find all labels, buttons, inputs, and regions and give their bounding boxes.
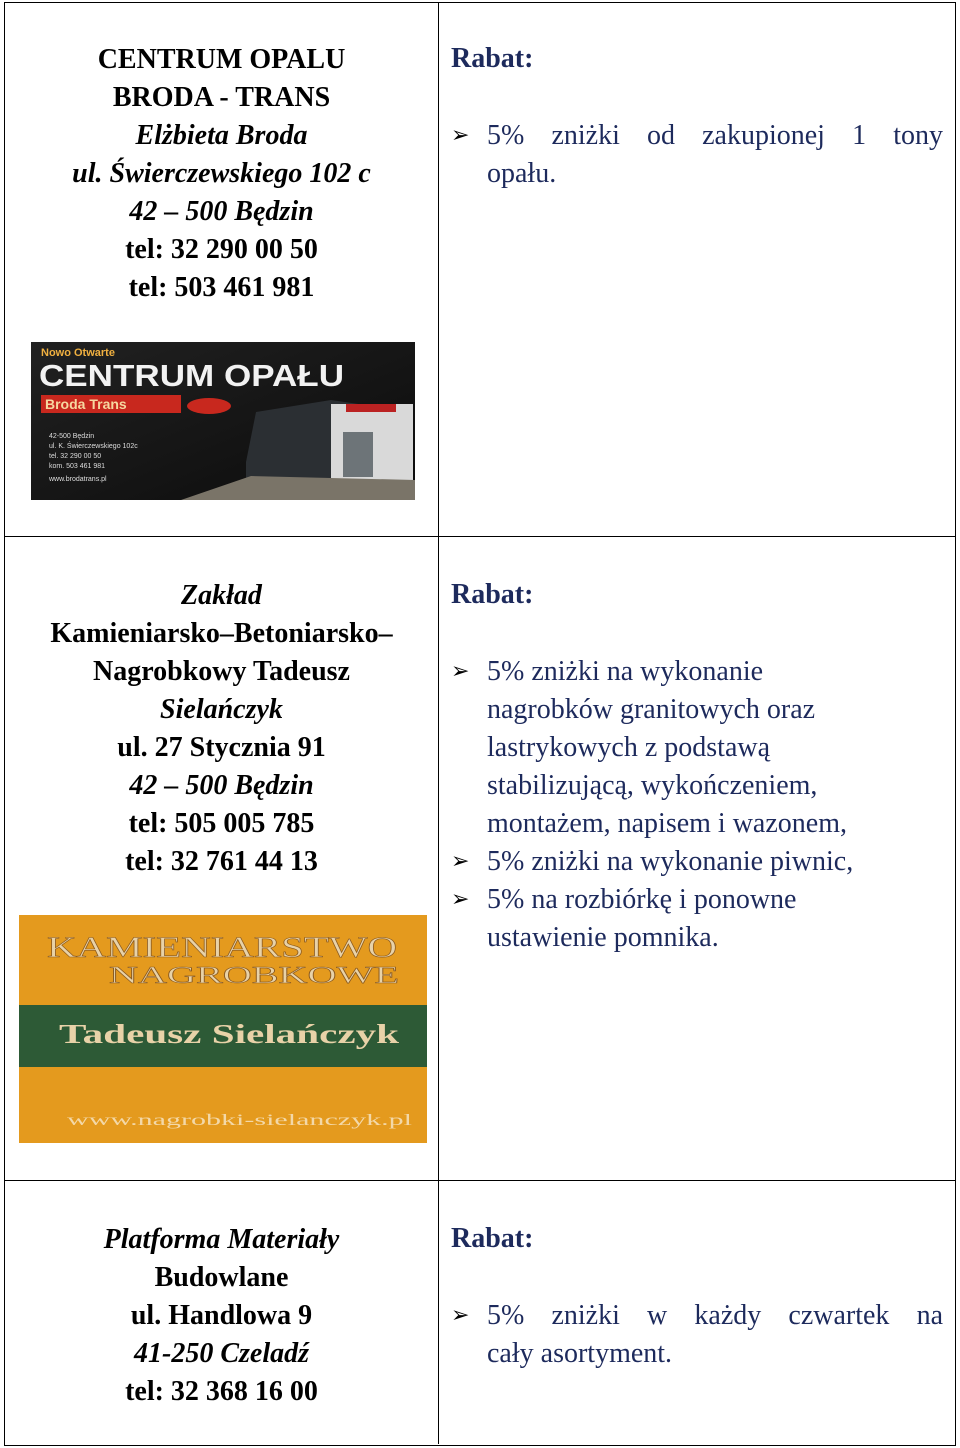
list-item: [451, 843, 943, 881]
street-address: ul. Świerczewskiego 102 c: [72, 158, 371, 189]
company-name-line: Budowlane: [154, 1262, 289, 1293]
discount-text: montażem, napisem i wazonem,: [487, 808, 847, 839]
arrow-bullet-icon: ➢: [451, 123, 470, 148]
company-name-line: Kamieniarsko–Betoniarsko–: [50, 618, 393, 649]
phone-line: tel: 32 368 16 00: [125, 1376, 318, 1407]
phone-line: tel: 505 005 785: [128, 808, 315, 839]
table-row-sielanczyk: [5, 537, 955, 1181]
discount-text: cały asortyment.: [487, 1338, 673, 1369]
logo-info-line: kom. 503 461 981: [49, 463, 106, 470]
discount-text: ustawienie pomnika.: [487, 922, 719, 953]
phone-line: tel: 32 761 44 13: [125, 846, 318, 877]
arrow-bullet-icon: ➢: [451, 1303, 470, 1328]
list-item: [451, 117, 943, 193]
logo-info-line: www.brodatrans.pl: [49, 476, 107, 483]
discount-text: lastrykowych z podstawą: [487, 732, 771, 763]
kamieniarstwo-logo: [19, 915, 427, 1143]
arrow-bullet-icon: ➢: [451, 887, 470, 912]
logo-info-line: ul. K. Świerczewskiego 102c: [49, 443, 138, 450]
list-item: [451, 1297, 943, 1373]
logo-name: Tadeusz Sielańczyk: [59, 1019, 399, 1049]
phone-line: tel: 503 461 981: [128, 272, 315, 303]
logo-brand: Broda Trans: [45, 396, 127, 412]
rabat-label: Rabat:: [451, 579, 534, 610]
centrum-opalu-logo: [31, 342, 415, 500]
company-name-line: Platforma Materiały: [103, 1224, 340, 1255]
owner-name: Elżbieta Broda: [135, 120, 308, 151]
company-name-line: Nagrobkowy Tadeusz: [92, 656, 350, 687]
logo-info-line: 42-500 Będzin: [49, 433, 95, 440]
postal-city: 41-250 Czeladź: [134, 1338, 309, 1369]
postal-city: 42 – 500 Będzin: [129, 196, 314, 227]
arrow-bullet-icon: ➢: [451, 849, 470, 874]
logo-info-line: tel. 32 290 00 50: [49, 453, 102, 460]
company-name-line: Zakład: [181, 580, 262, 611]
discount-text: 5% zniżki od zakupionej 1 tony: [487, 120, 943, 151]
discount-list: [451, 1297, 943, 1373]
logo-small-top: Nowo Otwarte: [41, 347, 115, 359]
discount-list: [451, 117, 943, 193]
owner-surname: Sielańczyk: [160, 694, 283, 725]
company-cell: [5, 1181, 438, 1444]
list-item: [451, 881, 943, 957]
table-row-platforma: [5, 1181, 955, 1444]
discount-text: nagrobków granitowych oraz: [487, 694, 816, 725]
arrow-bullet-icon: ➢: [451, 659, 470, 684]
street-address: ul. 27 Stycznia 91: [117, 732, 326, 763]
street-address: ul. Handlowa 9: [130, 1300, 313, 1331]
postal-city: 42 – 500 Będzin: [129, 770, 314, 801]
discount-cell: [439, 1181, 955, 1444]
discount-text: 5% zniżki w każdy czwartek na: [487, 1300, 943, 1331]
list-item: [451, 653, 943, 843]
discount-text: opału.: [487, 158, 557, 189]
discount-table: [4, 2, 956, 1446]
logo-line-1: KAMIENIARSTWO: [47, 931, 397, 964]
table-row-broda-trans: [5, 3, 955, 537]
discount-cell: [439, 3, 955, 536]
discount-text: 5% na rozbiórkę i ponowne: [487, 884, 797, 915]
company-name-line: CENTRUM OPALU: [97, 44, 346, 75]
discount-text: 5% zniżki na wykonanie: [487, 656, 764, 687]
phone-line: tel: 32 290 00 50: [125, 234, 318, 265]
company-name-line: BRODA - TRANS: [112, 82, 331, 113]
logo-line-2: NAGROBKOWE: [109, 963, 399, 989]
logo-url: www.nagrobki-sielanczyk.pl: [67, 1112, 414, 1129]
rabat-label: Rabat:: [451, 43, 534, 74]
logo-title: CENTRUM OPAŁU: [39, 358, 344, 393]
rabat-label: Rabat:: [451, 1223, 534, 1254]
discount-list: [451, 653, 943, 957]
discount-cell: [439, 537, 955, 1180]
discount-text: stabilizującą, wykończeniem,: [487, 770, 818, 801]
discount-text: 5% zniżki na wykonanie piwnic,: [487, 846, 854, 877]
